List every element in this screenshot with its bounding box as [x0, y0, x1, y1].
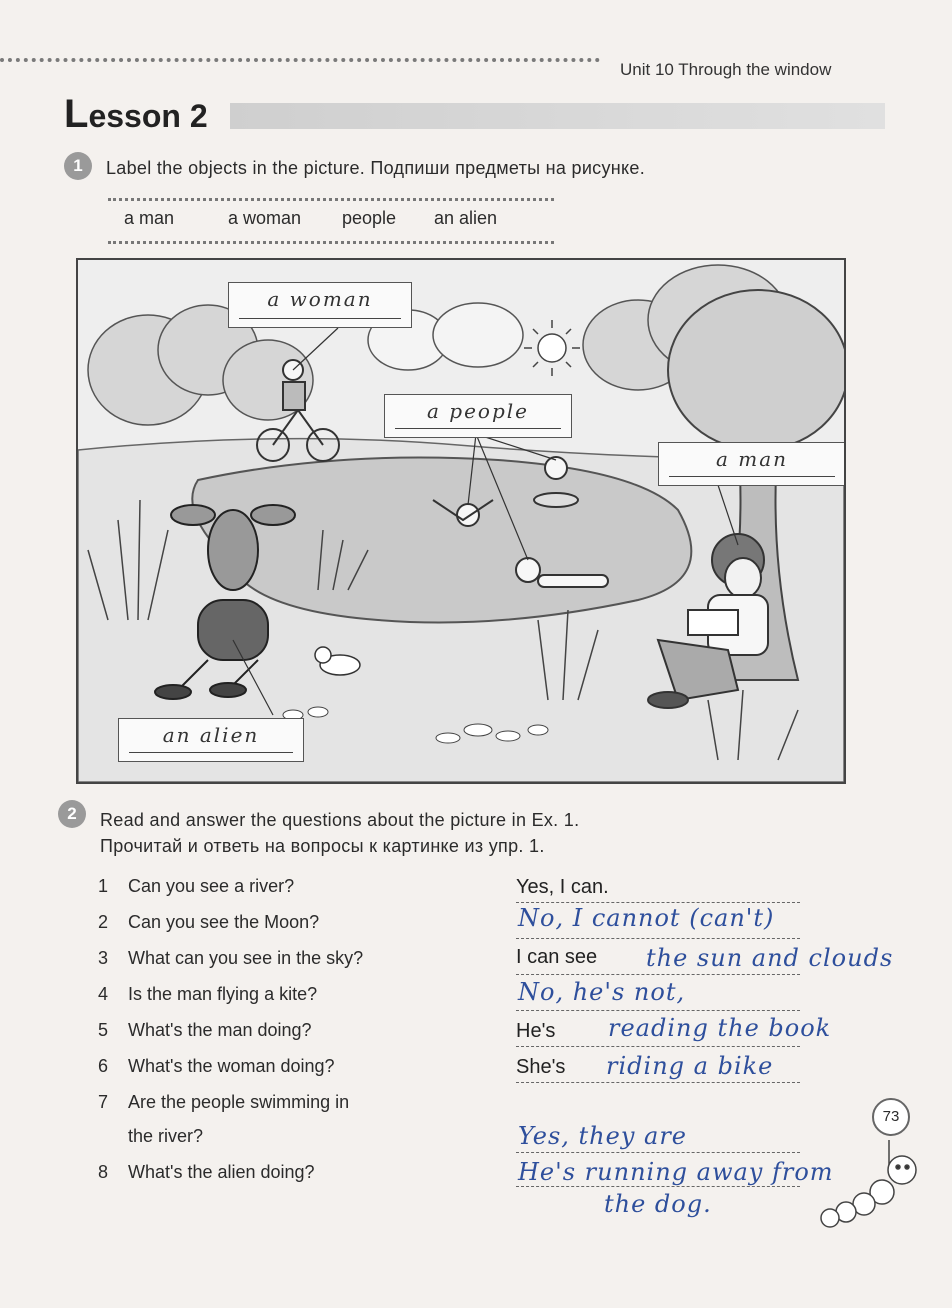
question-text: Can you see a river? [128, 876, 295, 896]
answer-8-handwritten-continued: the dog. [604, 1190, 712, 1218]
answer-2-handwritten: No, I cannot (can't) [518, 904, 775, 932]
question-5 [98, 1020, 312, 1041]
park-illustration [76, 258, 846, 784]
word-people: people [342, 208, 397, 228]
question-7 [98, 1092, 349, 1113]
label-man-underline [669, 476, 835, 477]
question-8 [98, 1162, 315, 1183]
unit-title: Unit 10 Through the window [620, 60, 832, 79]
answer-line-5 [516, 1046, 800, 1047]
answer-5-printed: He's [516, 1020, 556, 1042]
label-people-underline [395, 428, 561, 429]
question-number: 6 [98, 1056, 109, 1076]
word-box [108, 198, 554, 244]
lesson-title-initial: L [64, 92, 89, 136]
answer-1-printed: Yes, I can. [516, 876, 609, 898]
question-text: What's the alien doing? [128, 1162, 315, 1182]
caterpillar-mascot-icon [812, 1140, 932, 1240]
answer-8-handwritten: He's running away from [518, 1158, 834, 1186]
exercise-1-number: 1 [64, 152, 92, 180]
question-7-continued: the river? [128, 1126, 204, 1146]
answer-5-handwritten: reading the book [608, 1014, 832, 1042]
question-number: 1 [98, 876, 109, 896]
lesson-title [64, 92, 208, 137]
exercise-2-instruction-ru: Прочитай и ответь на вопросы к картинке из упр. 1. [100, 836, 545, 856]
label-box-alien [118, 718, 304, 762]
answer-line-8 [516, 1186, 800, 1187]
label-box-people [384, 394, 572, 438]
question-number: 8 [98, 1162, 109, 1182]
label-people-text: a people [427, 399, 529, 423]
answer-line-6 [516, 1082, 800, 1083]
park-scene [78, 260, 844, 782]
question-number: 2 [98, 912, 109, 932]
label-alien-underline [129, 752, 293, 753]
label-man-text: a man [715, 447, 789, 471]
word-a-woman: a woman [228, 208, 302, 228]
exercise-2-instruction-en: Read and answer the questions about the picture in Ex. 1. [100, 810, 580, 830]
question-text: What's the man doing? [128, 1020, 312, 1040]
question-text: Is the man flying a kite? [128, 984, 318, 1004]
question-text: Are the people swimming in [128, 1092, 350, 1112]
question-number: 5 [98, 1020, 109, 1040]
answer-line-7 [516, 1152, 800, 1153]
label-alien-text: an alien [162, 723, 260, 747]
answer-6-printed: She's [516, 1056, 566, 1078]
answer-3-printed: I can see [516, 946, 598, 968]
answer-3-handwritten: the sun and clouds [646, 944, 894, 972]
question-number: 3 [98, 948, 109, 968]
question-number: 7 [98, 1092, 109, 1112]
question-text: What can you see in the sky? [128, 948, 364, 968]
label-woman-text: a woman [267, 287, 373, 311]
answer-4-handwritten: No, he's not, [518, 978, 686, 1006]
exercise-1-instruction: Label the objects in the picture. Подпиши предметы на рисунке. [106, 158, 646, 178]
lesson-title-rest: esson 2 [88, 98, 208, 134]
question-6 [98, 1056, 335, 1077]
question-4 [98, 984, 317, 1005]
header-dotted-rule [0, 58, 600, 62]
lesson-title-bar [230, 103, 885, 129]
question-text: What's the woman doing? [128, 1056, 335, 1076]
answer-7-handwritten: Yes, they are [518, 1122, 688, 1150]
label-box-man [658, 442, 846, 486]
answer-line-4 [516, 1010, 800, 1011]
answer-line-2 [516, 938, 800, 939]
question-text: Can you see the Moon? [128, 912, 320, 932]
label-box-woman [228, 282, 412, 328]
word-a-man: a man [124, 208, 175, 228]
question-number: 4 [98, 984, 109, 1004]
answer-6-handwritten: riding a bike [606, 1052, 774, 1080]
question-3 [98, 948, 363, 969]
page-number: 73 [872, 1098, 910, 1136]
answer-line-1 [516, 902, 800, 903]
label-woman-underline [239, 318, 401, 319]
answer-line-3 [516, 974, 800, 975]
question-1 [98, 876, 294, 897]
word-an-alien: an alien [434, 208, 498, 228]
question-2 [98, 912, 319, 933]
exercise-2-number: 2 [58, 800, 86, 828]
